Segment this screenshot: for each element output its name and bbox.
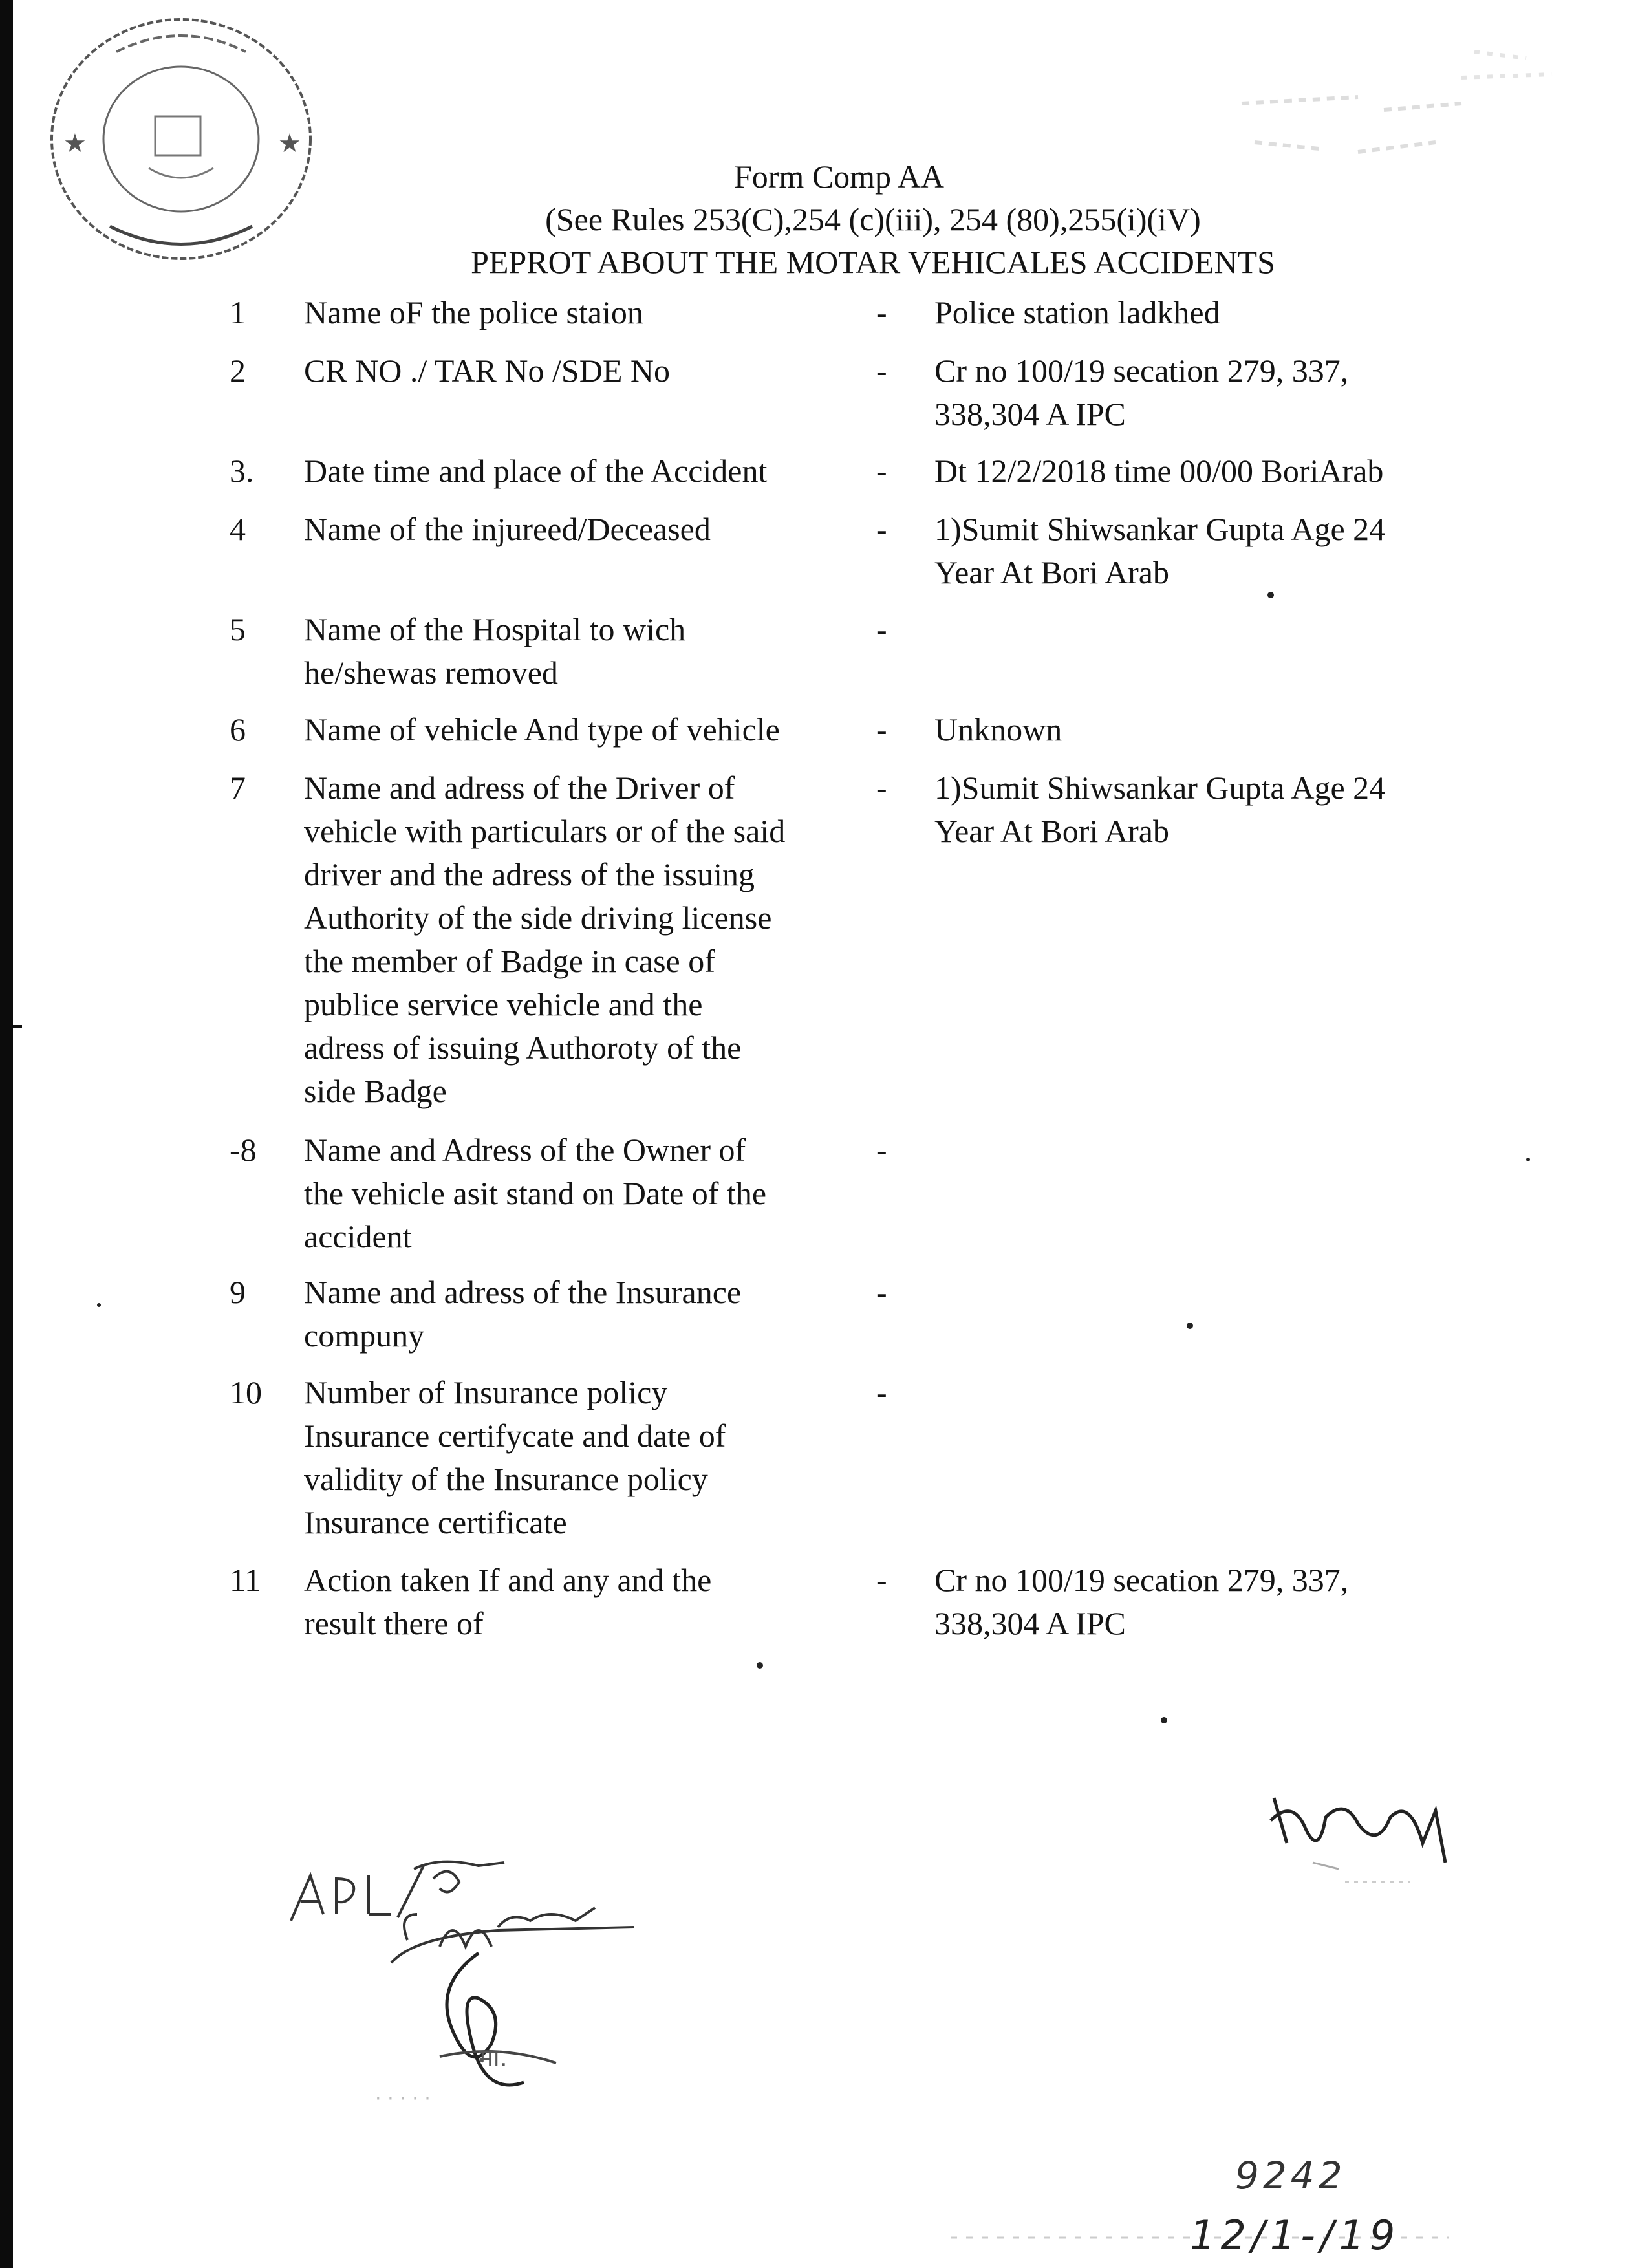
row-value — [934, 766, 1516, 853]
row-label-line: Insurance certifycate and date of — [304, 1418, 726, 1454]
handwritten-receipt-number: 9242 — [1235, 2154, 1346, 2198]
row-label-line: publice service vehicle and the — [304, 986, 703, 1022]
row-value — [934, 708, 1516, 751]
row-label-line: the vehicle asit stand on Date of the — [304, 1175, 767, 1211]
row-value-line: 1)Sumit Shiwsankar Gupta Age 24 — [934, 770, 1386, 806]
row-separator: - — [876, 511, 887, 547]
row-label-line: driver and the adress of the issuing — [304, 856, 755, 892]
row-label — [304, 1371, 879, 1544]
row-label-line: Name and adress of the Insurance — [304, 1274, 742, 1310]
row-label-line: side Badge — [304, 1073, 447, 1109]
form-heading: PEPROT ABOUT THE MOTAR VEHICALES ACCIDENTS — [471, 244, 1275, 280]
row-number: 7 — [230, 770, 246, 806]
row-separator: - — [876, 711, 887, 748]
svg-text:मा.: मा. — [479, 2044, 508, 2072]
row-number: 6 — [230, 711, 246, 748]
row-separator: - — [876, 352, 887, 389]
row-label-line: Name oF the police staion — [304, 294, 643, 330]
row-value — [934, 1559, 1516, 1645]
row-value-line: Unknown — [934, 711, 1062, 748]
row-label-line: Name and adress of the Driver of — [304, 770, 735, 806]
faint-stamp-top-right — [1229, 39, 1565, 194]
row-separator: - — [876, 611, 887, 647]
row-separator: - — [876, 294, 887, 330]
row-label — [304, 608, 879, 695]
row-value — [934, 349, 1516, 436]
row-separator: - — [876, 1374, 887, 1410]
row-label-line: Date time and place of the Accident — [304, 453, 768, 489]
row-label-line: CR NO ./ TAR No /SDE No — [304, 352, 670, 389]
row-label — [304, 291, 879, 334]
row-number: 5 — [230, 611, 246, 647]
row-separator: - — [876, 1274, 887, 1310]
row-label — [304, 508, 879, 551]
row-value-line: 338,304 A IPC — [934, 1605, 1126, 1641]
row-label-line: Name of vehicle And type of vehicle — [304, 711, 780, 748]
row-value — [934, 508, 1516, 594]
row-number: 2 — [230, 352, 246, 389]
row-value-line: Year At Bori Arab — [934, 813, 1169, 849]
row-label — [304, 708, 879, 751]
row-number: 1 — [230, 294, 246, 330]
row-label-line: validity of the Insurance policy — [304, 1461, 708, 1497]
row-number: 4 — [230, 511, 246, 547]
row-value — [934, 449, 1516, 493]
svg-text:★: ★ — [278, 129, 301, 158]
row-label-line: Name of the Hospital to wich — [304, 611, 686, 647]
row-value — [934, 291, 1516, 334]
row-label-line: result there of — [304, 1605, 484, 1641]
row-separator: - — [876, 1562, 887, 1598]
row-label-line: accident — [304, 1218, 412, 1255]
row-label — [304, 449, 879, 493]
row-number: 3. — [230, 453, 254, 489]
handwritten-signature-left — [285, 1850, 647, 2121]
row-value-line: 338,304 A IPC — [934, 396, 1126, 432]
row-label-line: Name and Adress of the Owner of — [304, 1132, 746, 1168]
row-value-line: Cr no 100/19 secation 279, 337, — [934, 1562, 1349, 1598]
row-label-line: Authority of the side driving license — [304, 900, 772, 936]
row-label-line: vehicle with particulars or of the said — [304, 813, 786, 849]
form-rules: (See Rules 253(C),254 (c)(iii), 254 (80),255(i)(iV) — [545, 201, 1201, 237]
row-label — [304, 349, 879, 393]
row-label — [304, 766, 879, 1113]
row-label — [304, 1271, 879, 1357]
row-label-line: adress of issuing Authoroty of the — [304, 1030, 742, 1066]
row-value-line: 1)Sumit Shiwsankar Gupta Age 24 — [934, 511, 1386, 547]
row-number: 9 — [230, 1274, 246, 1310]
row-label — [304, 1559, 879, 1645]
row-label-line: Action taken If and any and the — [304, 1562, 712, 1598]
row-number: -8 — [230, 1132, 257, 1168]
handwritten-receipt-date: 12/1-/19 — [1190, 2212, 1401, 2259]
row-separator: - — [876, 770, 887, 806]
row-label-line: compuny — [304, 1317, 425, 1354]
row-label — [304, 1129, 879, 1258]
svg-text:· · · · ·: · · · · · — [375, 2088, 431, 2110]
scan-margin-tick — [13, 1025, 22, 1028]
row-label-line: Number of Insurance policy — [304, 1374, 668, 1410]
row-number: 11 — [230, 1562, 261, 1598]
row-separator: - — [876, 453, 887, 489]
row-label-line: Name of the injureed/Deceased — [304, 511, 711, 547]
handwritten-initials-right — [1267, 1772, 1474, 1901]
row-separator: - — [876, 1132, 887, 1168]
row-number: 10 — [230, 1374, 262, 1410]
row-value-line: Dt 12/2/2018 time 00/00 BoriArab — [934, 453, 1384, 489]
row-label-line: Insurance certificate — [304, 1504, 567, 1540]
row-label-line: he/shewas removed — [304, 654, 558, 691]
row-value-line: Police station ladkhed — [934, 294, 1220, 330]
row-value-line: Year At Bori Arab — [934, 554, 1169, 590]
form-title: Form Comp AA — [733, 158, 945, 195]
row-label-line: the member of Badge in case of — [304, 943, 715, 979]
svg-text:★: ★ — [63, 129, 87, 158]
scan-margin-bar — [0, 0, 13, 2268]
row-value-line: Cr no 100/19 secation 279, 337, — [934, 352, 1349, 389]
